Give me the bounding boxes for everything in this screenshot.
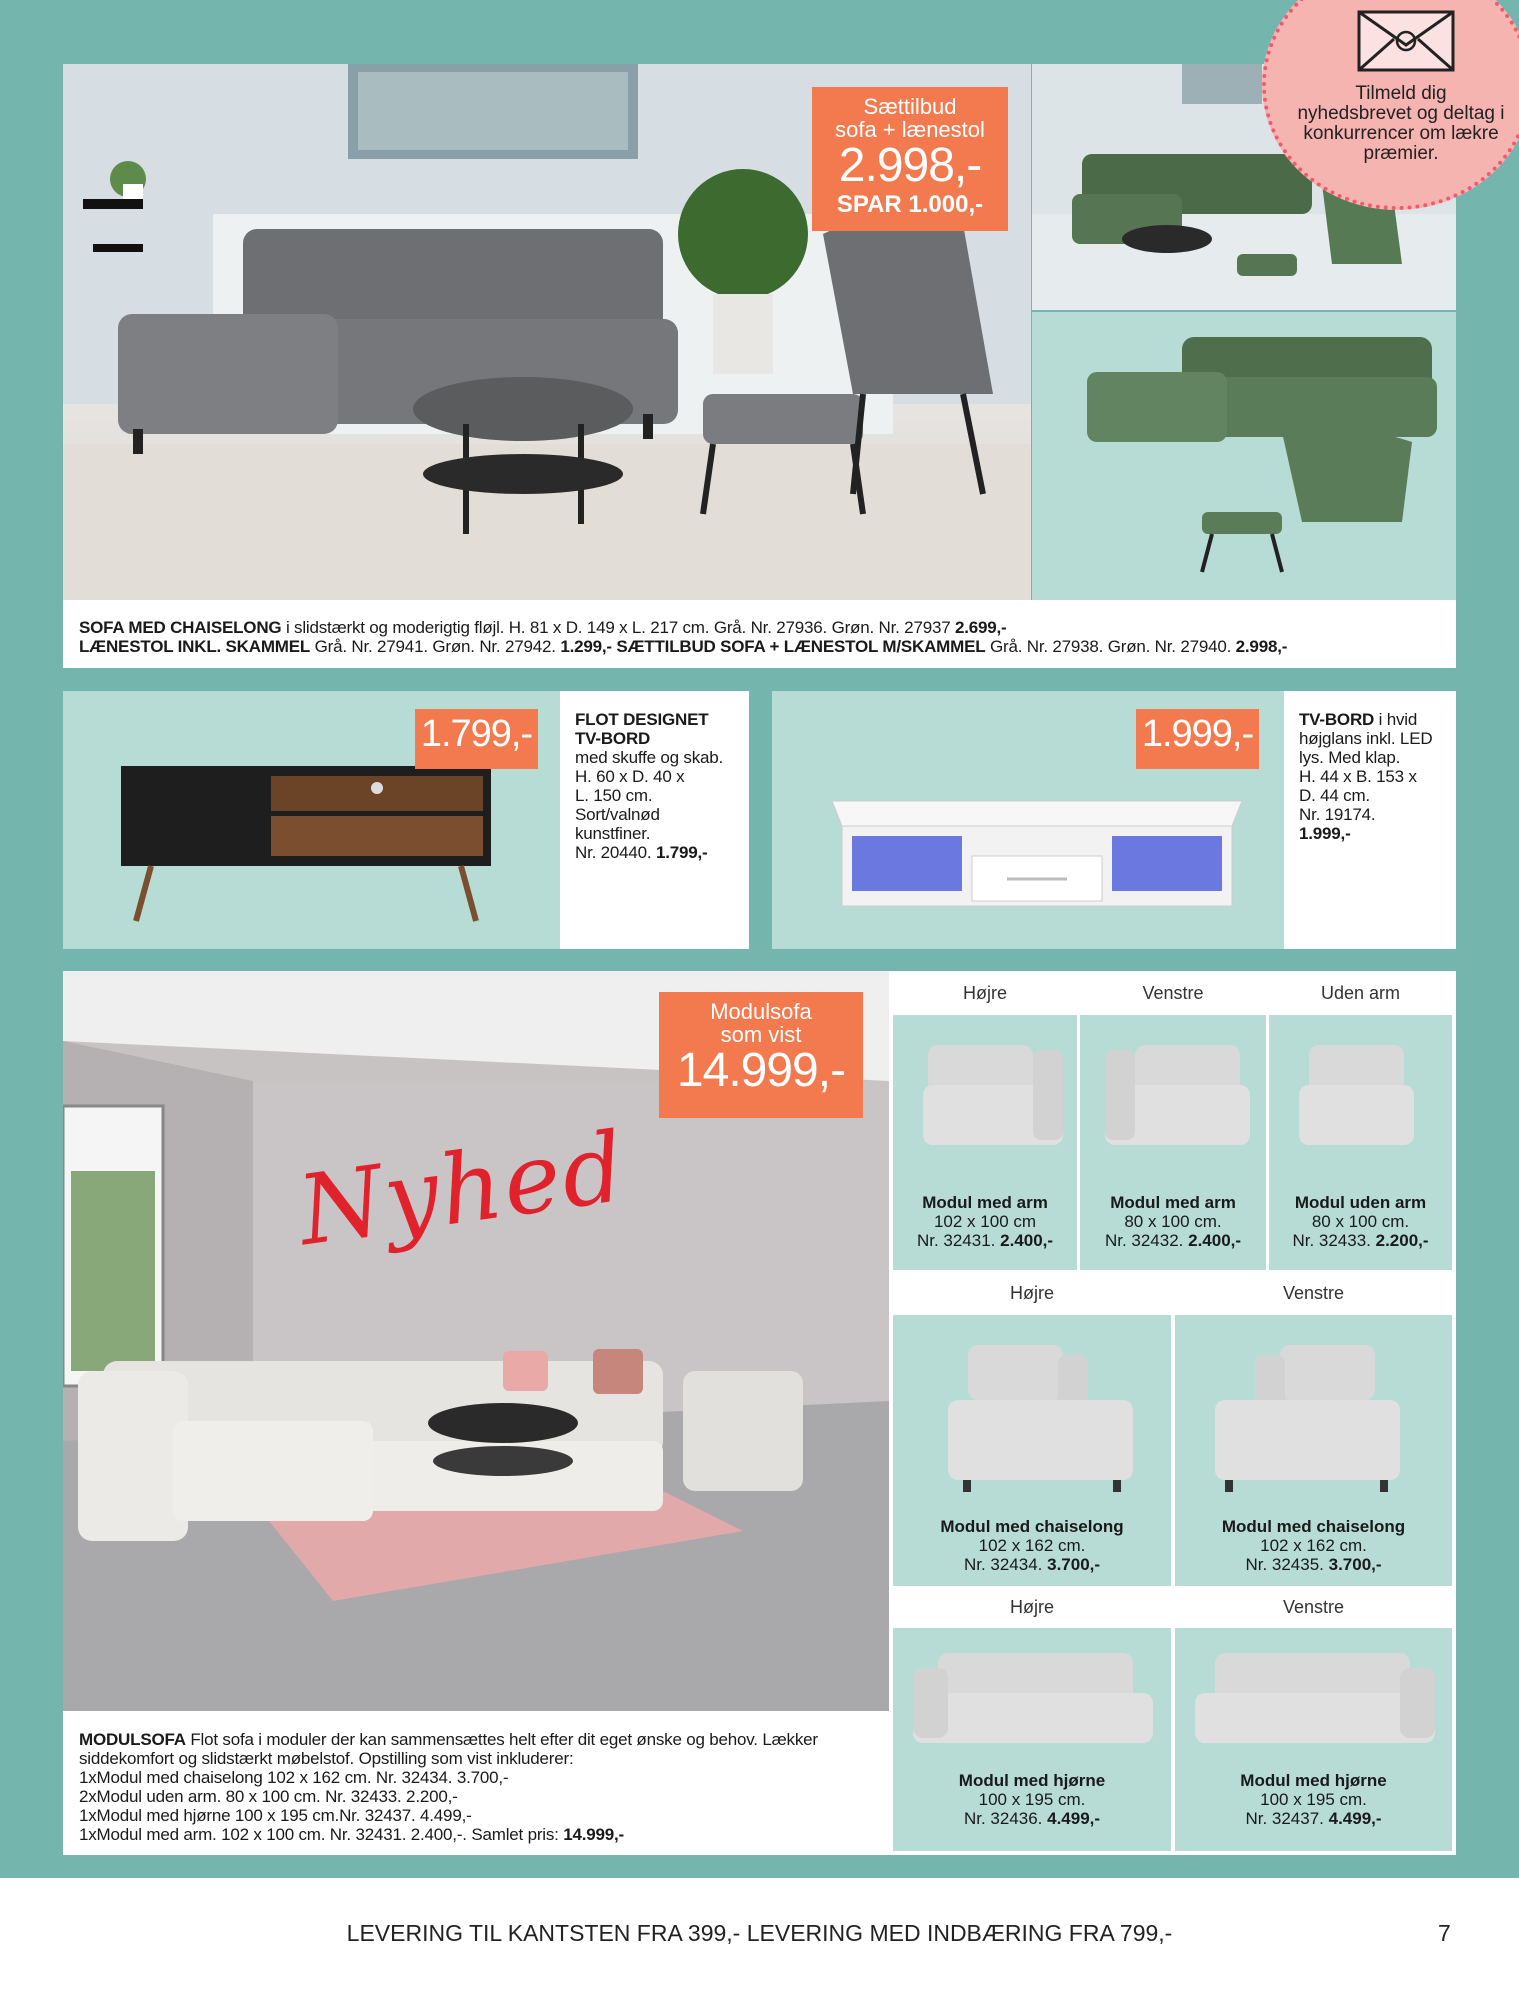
tvbord1-tag-price: 1.799,- <box>420 713 533 755</box>
modul-tag-price: 14.999,- <box>676 1044 846 1098</box>
module-head-2-2: Venstre <box>1175 1275 1452 1311</box>
module-price-3-2: 4.499,- <box>1328 1809 1382 1828</box>
module-cell-1-3 <box>1269 1015 1452 1270</box>
module-title-2-2: Modul med chaiselong <box>1221 1517 1406 1536</box>
module-size-3-1: 100 x 195 cm. <box>978 1790 1086 1809</box>
module-price-1-3: 2.200,- <box>1375 1231 1429 1250</box>
set-caption-price: 2.998,- <box>1235 637 1288 656</box>
tvbord2-price: 1.999,- <box>1299 824 1351 843</box>
modulsofa-caption-3: 2xModul uden arm. 80 x 100 cm. Nr. 32433. 2.200,- <box>79 1787 458 1806</box>
module-head-3-1: Højre <box>893 1591 1171 1624</box>
module-text-3-2 <box>1175 1771 1452 1828</box>
green-sofa-illustration <box>1032 312 1456 600</box>
module-size-3-2: 100 x 195 cm. <box>1260 1790 1367 1809</box>
module-no-arm-illustration <box>1294 1030 1424 1170</box>
module-head-1-2: Venstre <box>1080 975 1266 1011</box>
modulsofa-price-tag <box>659 992 863 1118</box>
tvbord1-body-0: med skuffe og skab. <box>575 748 724 767</box>
modulsofa-caption-0: Flot sofa i moduler der kan sammensættes helt efter dit eget ønske og behov. Lækker <box>185 1730 818 1749</box>
module-price-1-2: 2.400,- <box>1188 1231 1242 1250</box>
module-head-2-1: Højre <box>893 1275 1171 1311</box>
module-cell-2-1 <box>893 1315 1171 1586</box>
module-chaiselong-left-illustration <box>1215 1335 1415 1510</box>
module-nr-2-1: Nr. 32434. <box>963 1555 1048 1574</box>
modulsofa-caption-1: siddekomfort og slidstærkt møbelstof. Opstilling som vist inkluderer: <box>79 1749 574 1768</box>
module-title-1-2: Modul med arm <box>1110 1193 1236 1212</box>
module-title-3-2: Modul med hjørne <box>1240 1771 1387 1790</box>
tvbord2-body-4: Nr. 19174. <box>1299 805 1376 824</box>
sofa-caption-text: i slidstærkt og moderigtig fløjl. H. 81 x D. 149 x L. 217 cm. Grå. Nr. 27936. Grøn. Nr. 27937 <box>281 618 955 637</box>
sofa-caption-line2 <box>79 637 1439 656</box>
tvbord2-body-3: D. 44 cm. <box>1299 786 1370 805</box>
tvbord2-body-0: højglans inkl. LED <box>1299 729 1433 748</box>
module-title-3-1: Modul med hjørne <box>958 1771 1106 1790</box>
module-size-2-2: 102 x 162 cm. <box>1260 1536 1367 1555</box>
chair-caption-text: Grå. Nr. 27941. Grøn. Nr. 27942. <box>310 637 561 656</box>
module-corner-left-illustration <box>1190 1648 1440 1758</box>
tvbord1-price-tag <box>415 709 538 769</box>
module-title-1-3: Modul uden arm <box>1294 1193 1427 1212</box>
module-nr-3-1: Nr. 32436. <box>963 1809 1048 1828</box>
modulsofa-caption-4: 1xModul med hjørne 100 x 195 cm.Nr. 32437. 4.499,- <box>79 1806 472 1825</box>
module-cell-3-1 <box>893 1628 1171 1851</box>
modulsofa-caption-title: MODULSOFA <box>79 1730 186 1749</box>
modul-tag-line2: som vist <box>720 1022 802 1048</box>
modulsofa-caption-5: 1xModul med arm. 102 x 100 cm. Nr. 32431. 2.400,-. Samlet pris: <box>79 1825 564 1844</box>
modulsofa-caption-2: 1xModul med chaiselong 102 x 162 cm. Nr. 32434. 3.700,- <box>79 1768 509 1787</box>
module-nr-1-1: Nr. 32431. <box>916 1231 1001 1250</box>
module-size-2-1: 102 x 162 cm. <box>978 1536 1086 1555</box>
newsletter-text: Tilmeld dig nyhedsbrevet og deltag i konkurrencer om lækre præmier. <box>1297 83 1505 164</box>
module-text-3-1 <box>893 1771 1171 1828</box>
tvbord1-body-2: L. 150 cm. <box>575 786 653 805</box>
module-head-1-1: Højre <box>893 975 1077 1011</box>
tvbord1-body-3: Sort/valnød <box>575 805 660 824</box>
tvbord1-body-1: H. 60 x D. 40 x <box>575 767 685 786</box>
sofa-tag-line1: Sættilbud <box>863 94 957 119</box>
tvbord1-title2: TV-BORD <box>575 729 651 748</box>
tvbord1-nr: Nr. 20440. <box>575 843 656 862</box>
module-price-2-2: 3.700,- <box>1328 1555 1382 1574</box>
module-text-2-1 <box>893 1517 1171 1574</box>
module-cell-1-2 <box>1080 1015 1266 1270</box>
tvbord2-title: TV-BORD <box>1299 710 1375 729</box>
page-number: 7 <box>1438 1920 1451 1946</box>
tvbord1-text <box>575 710 745 862</box>
module-text-1-1 <box>893 1193 1077 1250</box>
set-caption-text: Grå. Nr. 27938. Grøn. Nr. 27940. <box>985 637 1236 656</box>
module-price-1-1: 2.400,- <box>1000 1231 1054 1250</box>
module-arm-left-illustration <box>1095 1030 1255 1170</box>
module-nr-2-2: Nr. 32435. <box>1245 1555 1329 1574</box>
envelope-at-icon <box>1356 9 1456 74</box>
module-text-1-2 <box>1080 1193 1266 1250</box>
module-price-2-1: 3.700,- <box>1047 1555 1101 1574</box>
tvbord1-illustration <box>121 766 501 926</box>
module-size-1-1: 102 x 100 cm <box>933 1212 1037 1231</box>
modulsofa-caption-total: 14.999,- <box>563 1825 624 1844</box>
sofa-tag-price: 2.998,- <box>838 139 982 193</box>
modul-tag-line1: Modulsofa <box>710 999 812 1024</box>
tvbord2-illustration <box>822 781 1242 921</box>
sofa-caption-line1 <box>79 618 1439 637</box>
tvbord1-body-4: kunstfiner. <box>575 824 651 843</box>
module-size-1-2: 80 x 100 cm. <box>1124 1212 1222 1231</box>
sofa-caption-price: 2.699,- <box>954 618 1007 637</box>
module-title-2-1: Modul med chaiselong <box>940 1517 1124 1536</box>
module-head-3-2: Venstre <box>1175 1591 1452 1624</box>
sofa-price-tag <box>812 87 1008 231</box>
delivery-footer: LEVERING TIL KANTSTEN FRA 399,- LEVERING MED INDBÆRING FRA 799,- <box>346 1920 1173 1946</box>
tvbord2-title-rest: i hvid <box>1374 710 1418 729</box>
nyhed-script-label: Nyhed <box>291 1110 633 1268</box>
module-nr-3-2: Nr. 32437. <box>1245 1809 1329 1828</box>
chair-caption-price: 1.299,- <box>560 637 612 656</box>
sofa-tag-line2: sofa + lænestol <box>835 117 985 143</box>
tvbord2-body-1: lys. Med klap. <box>1299 748 1401 767</box>
module-cell-3-2 <box>1175 1628 1452 1851</box>
module-chaiselong-right-illustration <box>933 1335 1133 1510</box>
module-head-1-3: Uden arm <box>1269 975 1452 1011</box>
chair-caption-title: LÆNESTOL INKL. SKAMMEL <box>79 637 311 656</box>
module-text-1-3 <box>1269 1193 1452 1250</box>
module-cell-2-2 <box>1175 1315 1452 1586</box>
tvbord2-body-2: H. 44 x B. 153 x <box>1299 767 1417 786</box>
sofa-tag-save: SPAR 1.000,- <box>836 190 984 218</box>
module-title-1-1: Modul med arm <box>922 1193 1048 1212</box>
module-price-3-1: 4.499,- <box>1047 1809 1101 1828</box>
tvbord2-tag-price: 1.999,- <box>1141 713 1254 755</box>
module-nr-1-2: Nr. 32432. <box>1104 1231 1189 1250</box>
module-size-1-3: 80 x 100 cm. <box>1311 1212 1410 1231</box>
module-text-2-2 <box>1175 1517 1452 1574</box>
tvbord1-price: 1.799,- <box>655 843 708 862</box>
module-cell-1-1 <box>893 1015 1077 1270</box>
tvbord2-price-tag <box>1136 709 1259 769</box>
tvbord2-text <box>1299 710 1454 843</box>
module-nr-1-3: Nr. 32433. <box>1292 1231 1376 1250</box>
set-caption-title: SÆTTILBUD SOFA + LÆNESTOL M/SKAMMEL <box>611 637 986 656</box>
module-corner-right-illustration <box>908 1648 1158 1758</box>
green-sofa-product-photo <box>1032 312 1456 600</box>
modulsofa-caption <box>79 1730 879 1844</box>
module-arm-right-illustration <box>913 1030 1063 1170</box>
sofa-caption-title: SOFA MED CHAISELONG <box>79 618 282 637</box>
tvbord1-title1: FLOT DESIGNET <box>575 710 709 729</box>
